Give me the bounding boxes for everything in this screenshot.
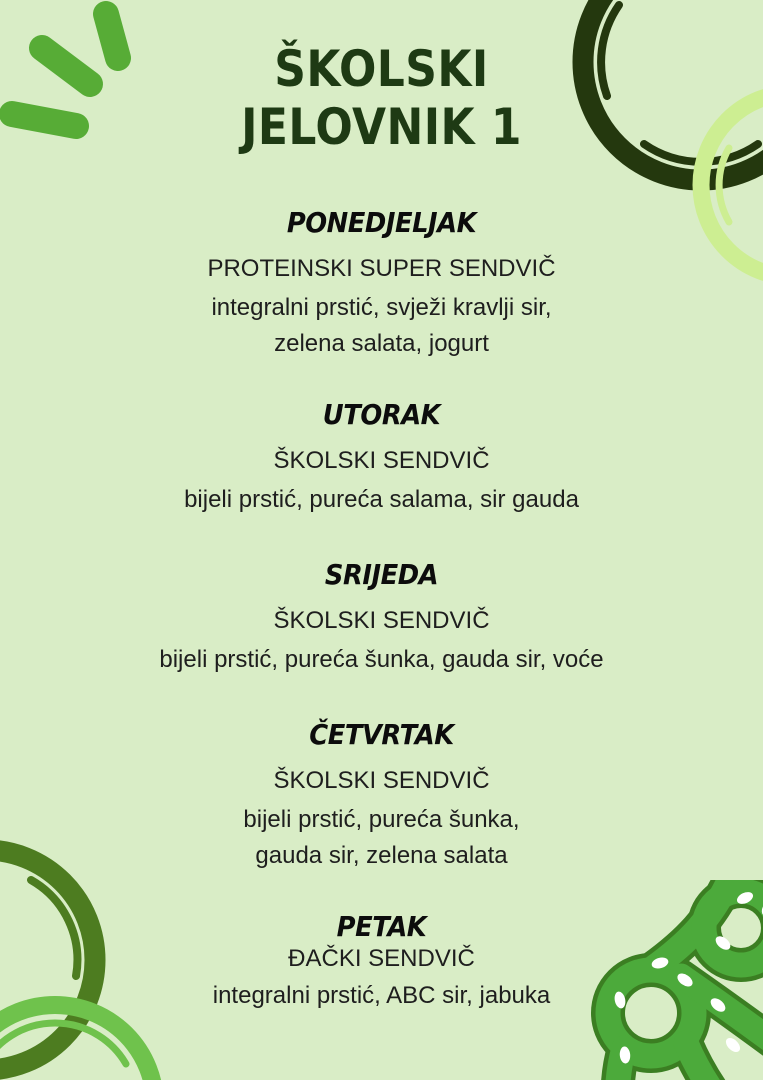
menu-day-section-monday	[0, 206, 763, 362]
menu-item-name: ŠKOLSKI SENDVIČ	[273, 767, 490, 794]
menu-item-description	[0, 642, 763, 678]
menu-day-section-thursday	[0, 718, 763, 874]
menu-item-name: ŠKOLSKI SENDVIČ	[273, 447, 490, 474]
day-heading: SRIJEDA	[324, 558, 439, 591]
menu-item-description	[0, 802, 763, 874]
menu-day-section-friday	[0, 910, 763, 1014]
menu-item-name: ĐAČKI SENDVIČ	[288, 945, 475, 972]
description-line: integralni prstić, ABC sir, jabuka	[212, 982, 551, 1009]
menu-item-description	[0, 978, 763, 1014]
menu-item-description	[0, 482, 763, 518]
menu-item-description	[0, 290, 763, 362]
description-line: bijeli prstić, pureća šunka,	[243, 806, 520, 833]
description-line: gauda sir, zelena salata	[255, 842, 508, 869]
description-line: integralni prstić, svježi kravlji sir,	[211, 294, 552, 321]
menu-day-section-wednesday	[0, 558, 763, 678]
title-line-2: JELOVNIK 1	[241, 98, 522, 156]
day-heading: PONEDJELJAK	[286, 206, 477, 239]
day-heading: UTORAK	[322, 398, 441, 431]
page-title	[46, 0, 717, 156]
menu-item-name: PROTEINSKI SUPER SENDVIČ	[207, 255, 556, 282]
menu-day-section-tuesday	[0, 398, 763, 518]
menu-item-name: ŠKOLSKI SENDVIČ	[273, 607, 490, 634]
title-line-1: ŠKOLSKI	[274, 40, 489, 98]
description-line: zelena salata, jogurt	[274, 330, 489, 357]
description-line: bijeli prstić, pureća salama, sir gauda	[184, 486, 579, 513]
day-heading: ČETVRTAK	[309, 718, 454, 751]
description-line: bijeli prstić, pureća šunka, gauda sir, voće	[159, 646, 604, 673]
day-heading: PETAK	[336, 910, 427, 943]
